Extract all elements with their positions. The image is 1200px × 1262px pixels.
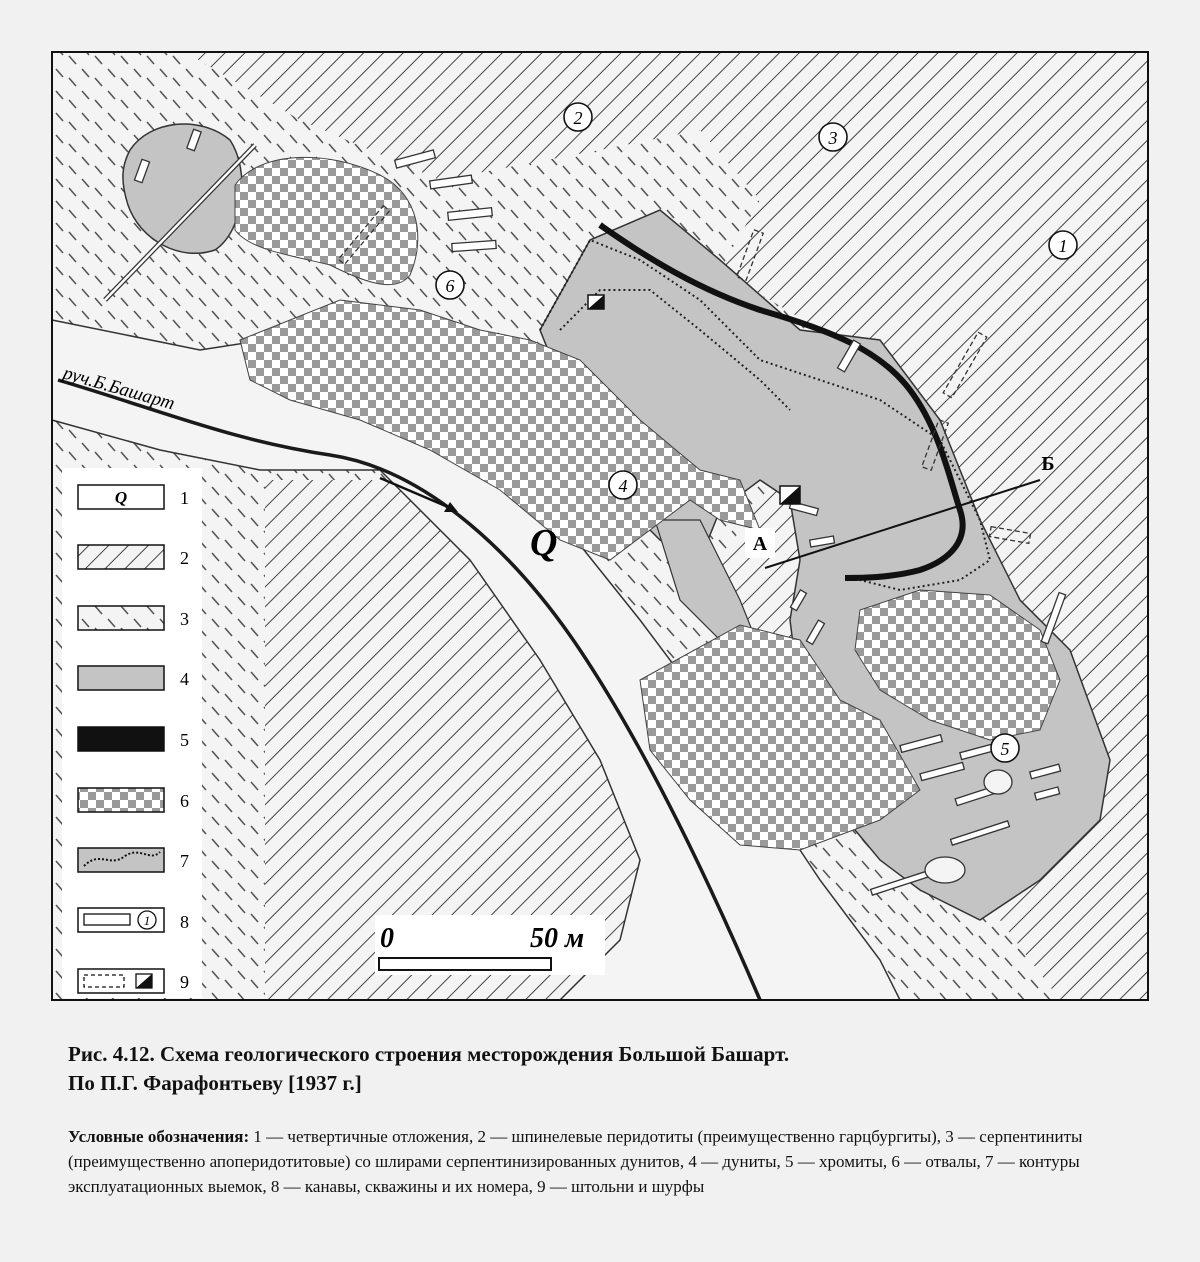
legend-description-body: 1 — четвертичные отложения, 2 — шпинелевые перидотиты (преимущественно гарцбургиты), 3 — серпентиниты (преимущественно апоперидотитовые) со шлирами серпентинизированных дунитов, 4 — дуниты, 5 — хромиты, 6 — отвалы, 7 — контуры эксплуатационных выемок, 8 — канавы, скважины и их номера, 9 — штольни и шурфы <box>68 1127 1083 1196</box>
legend-number: 1 <box>180 488 189 508</box>
legend-swatch-dunite <box>78 666 164 690</box>
legend-number: 4 <box>180 669 189 689</box>
legend-number: 2 <box>180 548 189 568</box>
circled-number <box>819 123 847 151</box>
legend <box>62 468 202 998</box>
legend-description <box>68 1124 1148 1199</box>
legend-sample-text: 1 <box>143 913 151 928</box>
legend-swatch-chromite <box>78 727 164 751</box>
shaft <box>588 295 604 309</box>
legend-trench-rect <box>84 914 130 925</box>
scale-bar <box>379 958 551 970</box>
svg-text:2: 2 <box>573 108 583 128</box>
legend-sample-text: Q <box>114 488 128 507</box>
circled-number <box>1049 231 1077 259</box>
figure-caption <box>68 1040 1148 1098</box>
shaft <box>780 486 800 504</box>
legend-number: 7 <box>180 851 189 871</box>
svg-text:3: 3 <box>828 128 838 148</box>
stream-label: руч.Б.Башарт <box>60 362 177 415</box>
legend-swatch-serpentinite <box>78 606 164 630</box>
pit <box>925 857 965 883</box>
circled-number <box>436 271 464 299</box>
svg-text:6: 6 <box>445 276 455 296</box>
caption-line-2: По П.Г. Фарафонтьеву [1937 г.] <box>68 1071 362 1095</box>
scale-start-label: 0 <box>380 923 394 954</box>
legend-number: 6 <box>180 791 189 811</box>
section-end-label: Б <box>1041 453 1055 475</box>
circled-number <box>991 734 1019 762</box>
legend-number: 5 <box>180 730 189 750</box>
legend-number: 3 <box>180 609 189 629</box>
circled-number <box>609 471 637 499</box>
svg-text:4: 4 <box>618 476 628 496</box>
svg-text:1: 1 <box>1058 236 1068 256</box>
scale-end-label: 50 м <box>530 923 585 954</box>
section-start-label: А <box>752 533 768 555</box>
legend-swatch-dump <box>78 788 164 812</box>
legend-number: 8 <box>180 912 189 932</box>
pit <box>984 770 1012 794</box>
legend-number: 9 <box>180 972 189 992</box>
circled-number <box>564 103 592 131</box>
legend-description-title: Условные обозначения: <box>68 1127 250 1146</box>
quaternary-label: Q <box>530 522 558 564</box>
caption-line-1: Рис. 4.12. Схема геологического строения месторождения Большой Башарт. <box>68 1042 790 1066</box>
svg-text:5: 5 <box>1000 739 1010 759</box>
legend-swatch-harzburgite <box>78 545 164 569</box>
